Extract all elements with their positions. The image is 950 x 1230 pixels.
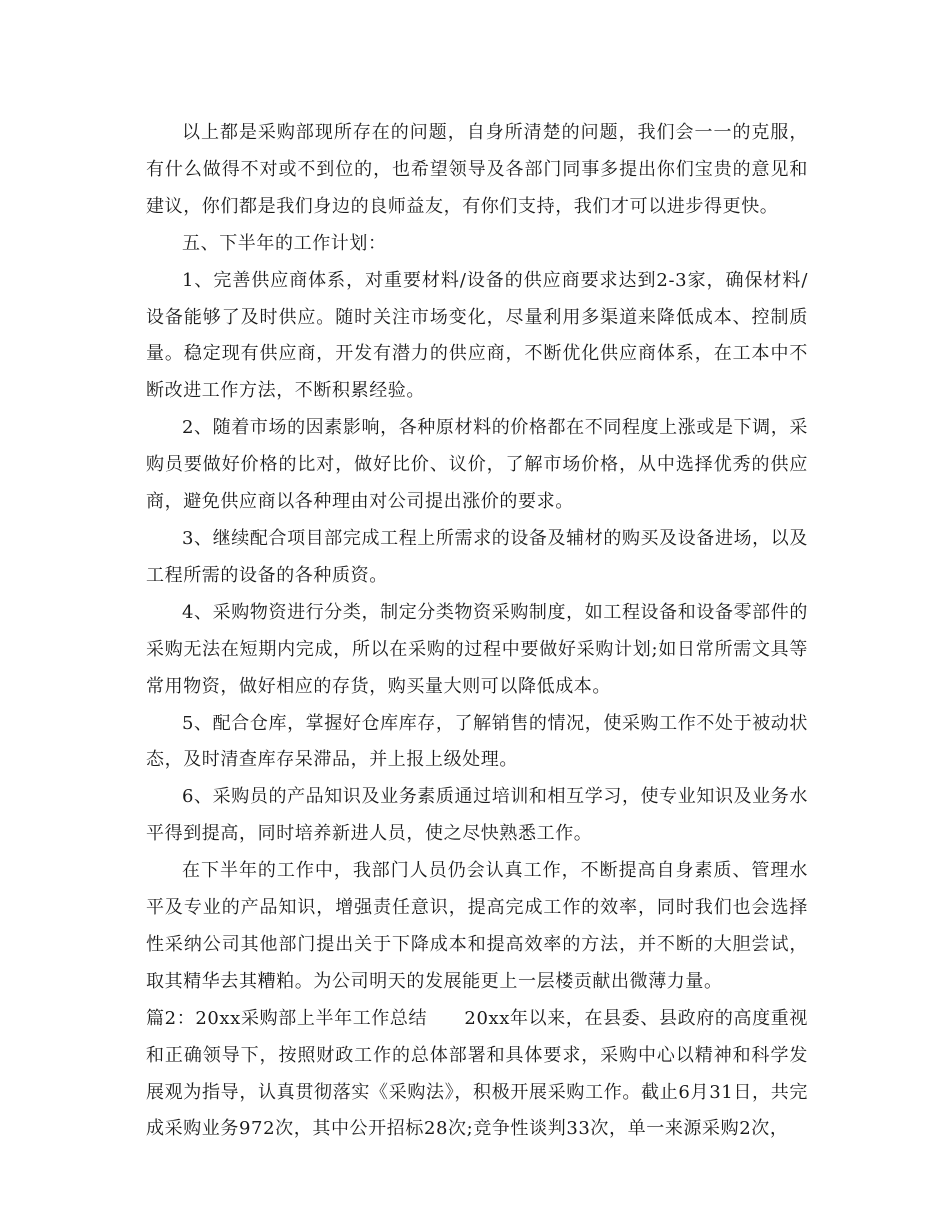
section-heading-second-half-plan: 五、下半年的工作计划： [182, 232, 387, 254]
plan-item-2: 2、随着市场的因素影响，各种原材料的价格都在不同程度上涨或是下调，采购员要做好价格的比对，做好比价、议价，了解市场价格，从中选择优秀的供应商，避免供应商以各种理由对公司提出涨价的要求。 [146, 417, 808, 513]
plan-item-3: 3、继续配合项目部完成工程上所需求的设备及辅材的购买及设备进场，以及工程所需的设备的各种质资。 [146, 527, 808, 586]
plan-item-1: 1、完善供应商体系，对重要材料/设备的供应商要求达到2-3家，确保材料/设备能够了及时供应。随时关注市场变化，尽量利用多渠道来降低成本、控制质量。稳定现有供应商，开发有潜力的供应商，不断优化供应商体系，在工本中不断改进工作方法，不断积累经验。 [146, 269, 808, 402]
plan-item-4: 4、采购物资进行分类，制定分类物资采购制度，如工程设备和设备零部件的采购无法在短期内完成，所以在采购的过程中要做好采购计划;如日常所需文具等常用物资，做好相应的存货，购买量大则可以降低成本。 [146, 601, 808, 697]
plan-item-6: 6、采购员的产品知识及业务素质通过培训和相互学习，使专业知识及业务水平得到提高，同时培养新进人员，使之尽快熟悉工作。 [146, 786, 808, 845]
paragraph-article-2: 篇2：20xx采购部上半年工作总结 20xx年以来，在县委、县政府的高度重视和正确领导下，按照财政工作的总体部署和具体要求，采购中心以精神和科学发展观为指导，认真贯彻落实《采购法》，积极开展采购工作。截止6月31日，共完成采购业务972次，其中公开招标28次;竞争性谈判33次，单一来源采购2次， [146, 1007, 808, 1140]
paragraph-summary-closing: 以上都是采购部现所存在的问题，自身所清楚的问题，我们会一一的克服，有什么做得不对或不到位的，也希望领导及各部门同事多提出你们宝贵的意见和建议，你们都是我们身边的良师益友，有你们支持，我们才可以进步得更快。 [146, 122, 808, 217]
paragraph-conclusion: 在下半年的工作中，我部门人员仍会认真工作，不断提高自身素质、管理水平及专业的产品知识，增强责任意识，提高完成工作的效率，同时我们也会选择性采纳公司其他部门提出关于下降成本和提高效率的方法，并不断的大胆尝试，取其精华去其糟粕。为公司明天的发展能更上一层楼贡献出微薄力量。 [146, 860, 808, 992]
plan-item-5: 5、配合仓库，掌握好仓库库存，了解销售的情况，使采购工作不处于被动状态，及时清查库存呆滞品，并上报上级处理。 [146, 712, 808, 771]
document-body [146, 115, 808, 1148]
